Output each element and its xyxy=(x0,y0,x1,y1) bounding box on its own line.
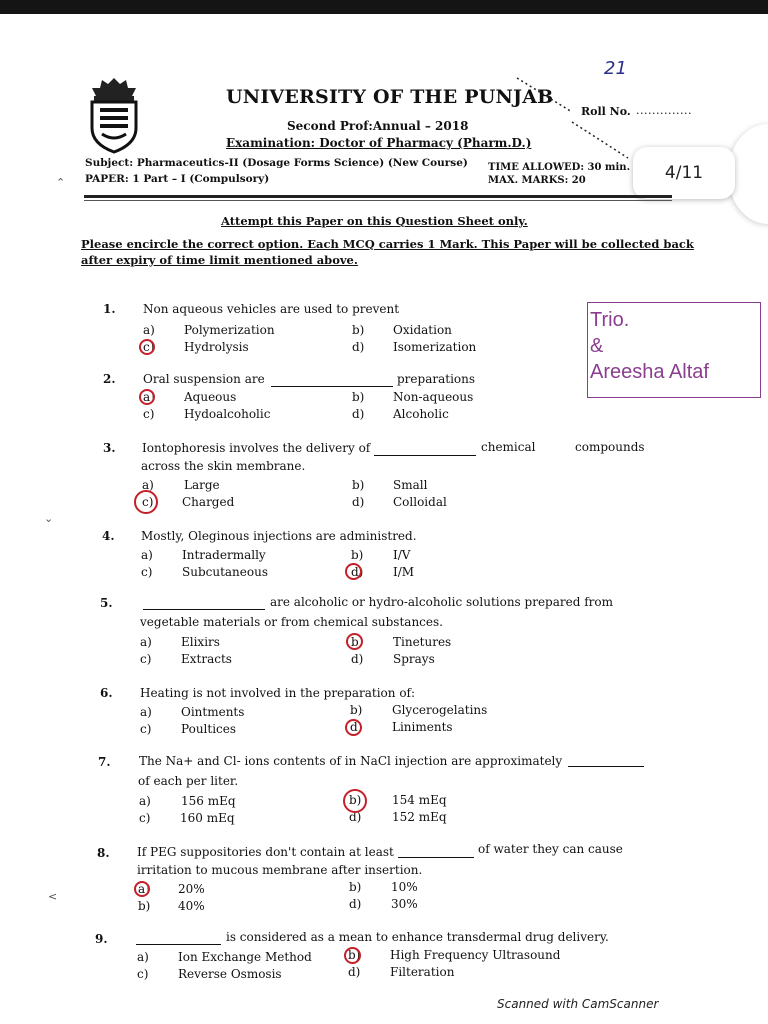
option-text[interactable]: Liniments xyxy=(392,720,453,734)
option-text[interactable]: I/M xyxy=(393,565,415,579)
option-label: a) xyxy=(142,478,154,492)
question-text: vegetable materials or from chemical substances. xyxy=(140,615,443,629)
stamp-line-2: & xyxy=(590,335,604,357)
answer-circle xyxy=(346,633,363,650)
option-label: b) xyxy=(138,899,151,913)
option-label: d) xyxy=(349,810,362,824)
option-text[interactable]: Poultices xyxy=(181,722,237,736)
question-number: 2. xyxy=(103,372,116,386)
question-number: 3. xyxy=(103,441,116,455)
header-rule-thin xyxy=(84,200,672,201)
author-stamp xyxy=(587,302,761,398)
option-label: a) xyxy=(138,882,150,896)
option-label: d) xyxy=(348,965,361,979)
subject-line: Subject: Pharmaceutics-II (Dosage Forms Science) (New Course) xyxy=(85,157,468,169)
option-label: d) xyxy=(352,407,365,421)
stamp-line-1: Trio. xyxy=(590,309,630,331)
answer-blank xyxy=(398,857,474,858)
answer-blank xyxy=(136,944,221,945)
exam-name: Examination: Doctor of Pharmacy (Pharm.D.) xyxy=(226,136,532,150)
answer-circle xyxy=(134,490,158,514)
question-text: If PEG suppositories don't contain at least xyxy=(137,845,394,859)
option-text[interactable]: Glycerogelatins xyxy=(392,703,488,717)
option-text[interactable]: 40% xyxy=(178,899,205,913)
option-label: d) xyxy=(350,720,363,734)
option-label: b) xyxy=(348,948,361,962)
option-text[interactable]: 154 mEq xyxy=(392,793,447,807)
option-label: c) xyxy=(140,722,152,736)
attempt-instruction: Attempt this Paper on this Question Sheet only. xyxy=(221,214,528,228)
scanner-watermark: Scanned with CamScanner xyxy=(497,997,659,1011)
option-label: b) xyxy=(350,703,363,717)
roll-no-field: .............. xyxy=(636,104,692,117)
option-label: c) xyxy=(143,407,155,421)
option-label: a) xyxy=(139,794,151,808)
answer-circle xyxy=(134,881,150,897)
question-text: chemical xyxy=(481,440,536,454)
option-label: c) xyxy=(143,340,155,354)
question-text: Heating is not involved in the preparation of: xyxy=(140,686,416,700)
option-label: b) xyxy=(352,390,365,404)
option-label: a) xyxy=(143,323,155,337)
instruction-line-1: Please encircle the correct option. Each MCQ carries 1 Mark. This Paper will be collected back xyxy=(81,237,694,251)
option-label: c) xyxy=(140,652,152,666)
question-text: Mostly, Oleginous injections are administred. xyxy=(141,529,417,543)
roll-no-label: Roll No. xyxy=(581,105,631,118)
option-label: c) xyxy=(141,565,153,579)
question-number: 7. xyxy=(98,755,111,769)
option-label: c) xyxy=(137,967,149,981)
question-text: Non aqueous vehicles are used to prevent xyxy=(143,302,400,316)
option-text[interactable]: Filteration xyxy=(390,965,455,979)
question-number: 9. xyxy=(95,932,108,946)
option-label: a) xyxy=(140,635,152,649)
option-label: d) xyxy=(351,565,364,579)
option-text[interactable]: 152 mEq xyxy=(392,810,447,824)
option-text[interactable]: Reverse Osmosis xyxy=(178,967,282,981)
question-number: 5. xyxy=(100,596,113,610)
option-label: b) xyxy=(351,548,364,562)
question-number: 8. xyxy=(97,846,110,860)
option-label: c) xyxy=(139,811,151,825)
answer-blank xyxy=(271,386,393,387)
option-label: a) xyxy=(141,548,153,562)
question-text: is considered as a mean to enhance transdermal drug delivery. xyxy=(226,930,609,944)
option-label: d) xyxy=(352,495,365,509)
question-number: 4. xyxy=(102,529,115,543)
option-text[interactable]: Aqueous xyxy=(184,390,237,404)
question-text: The Na+ and Cl- ions contents of in NaCl injection are approximately xyxy=(139,754,563,768)
answer-circle xyxy=(345,719,362,736)
question-text: Iontophoresis involves the delivery of xyxy=(142,441,371,455)
option-text[interactable]: Hydrolysis xyxy=(184,340,249,354)
option-label: d) xyxy=(349,897,362,911)
scan-mark: < xyxy=(48,890,58,903)
option-label: d) xyxy=(352,340,365,354)
option-label: b) xyxy=(352,478,365,492)
stamp-line-3: Areesha Altaf xyxy=(590,361,709,383)
answer-circle xyxy=(343,789,367,813)
option-text[interactable]: Tinetures xyxy=(393,635,452,649)
option-text[interactable]: Sprays xyxy=(393,652,435,666)
max-marks: MAX. MARKS: 20 xyxy=(488,175,586,186)
option-label: d) xyxy=(351,652,364,666)
question-text: are alcoholic or hydro-alcoholic solutions prepared from xyxy=(270,595,613,609)
exam-session: Second Prof:Annual – 2018 xyxy=(287,119,469,133)
instruction-line-2: after expiry of time limit mentioned above. xyxy=(81,253,358,267)
option-text[interactable]: High Frequency Ultrasound xyxy=(390,948,561,962)
option-text[interactable]: 156 mEq xyxy=(181,794,236,808)
handwritten-number: 21 xyxy=(604,58,627,79)
option-text[interactable]: Non-aqueous xyxy=(393,390,474,404)
option-text[interactable]: 160 mEq xyxy=(180,811,235,825)
option-text[interactable]: Colloidal xyxy=(393,495,447,509)
scan-mark: ⌄ xyxy=(44,512,54,525)
question-text: Oral suspension are xyxy=(143,372,265,386)
time-allowed: TIME ALLOWED: 30 min. xyxy=(488,162,631,173)
question-text: across the skin membrane. xyxy=(141,459,306,473)
option-label: b) xyxy=(349,880,362,894)
header-rule xyxy=(84,195,672,198)
option-label: a) xyxy=(140,705,152,719)
answer-blank xyxy=(568,766,644,767)
option-label: a) xyxy=(137,950,149,964)
question-text: of water they can cause xyxy=(478,842,623,856)
option-text[interactable]: I/V xyxy=(393,548,411,562)
option-text[interactable]: Oxidation xyxy=(393,323,452,337)
option-text[interactable]: 20% xyxy=(178,882,205,896)
option-text[interactable]: Polymerization xyxy=(184,323,275,337)
question-number: 6. xyxy=(100,686,113,700)
option-text[interactable]: Large xyxy=(184,478,220,492)
option-label: b) xyxy=(351,635,364,649)
option-text[interactable]: Ion Exchange Method xyxy=(178,950,312,964)
university-title: UNIVERSITY OF THE PUNJAB xyxy=(226,86,554,108)
option-text[interactable]: Small xyxy=(393,478,428,492)
option-label: c) xyxy=(142,495,154,509)
option-text[interactable]: Ointments xyxy=(181,705,245,719)
option-text[interactable]: Charged xyxy=(182,495,235,509)
answer-circle xyxy=(139,339,155,355)
question-number: 1. xyxy=(103,302,116,316)
question-text: preparations xyxy=(397,372,476,386)
scan-mark: ⌃ xyxy=(56,176,66,189)
answer-circle xyxy=(344,947,361,964)
option-text[interactable]: 10% xyxy=(391,880,418,894)
option-text[interactable]: Hydoalcoholic xyxy=(184,407,271,421)
option-text[interactable]: Subcutaneous xyxy=(182,565,268,579)
question-text: of each per liter. xyxy=(138,774,239,788)
option-label: b) xyxy=(352,323,365,337)
option-label: a) xyxy=(143,390,155,404)
option-text[interactable]: Intradermally xyxy=(182,548,266,562)
answer-blank xyxy=(143,609,265,610)
option-text[interactable]: 30% xyxy=(391,897,418,911)
option-text[interactable]: Alcoholic xyxy=(393,407,449,421)
option-text[interactable]: Isomerization xyxy=(393,340,477,354)
answer-blank xyxy=(374,455,476,456)
question-text: compounds xyxy=(575,440,645,454)
paper-line: PAPER: 1 Part – I (Compulsory) xyxy=(85,173,270,185)
answer-circle xyxy=(345,563,362,580)
page-indicator: 4/11 xyxy=(633,147,735,199)
option-text[interactable]: Extracts xyxy=(181,652,232,666)
option-label: b) xyxy=(349,793,362,807)
answer-circle xyxy=(139,389,155,405)
question-text: irritation to mucous membrane after insertion. xyxy=(137,863,423,877)
option-text[interactable]: Elixirs xyxy=(181,635,220,649)
